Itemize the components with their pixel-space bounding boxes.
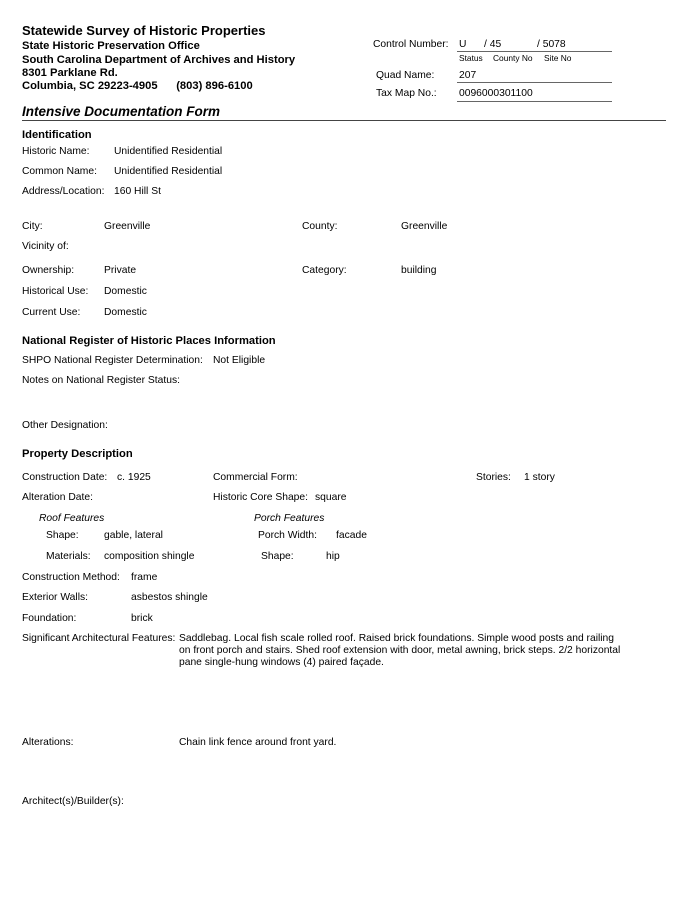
city-value: Greenville [104,221,151,232]
porch-shape-label: Shape: [261,551,294,562]
stories-label: Stories: [476,472,511,483]
other-designation-label: Other Designation: [22,420,108,431]
city-label: City: [22,221,43,232]
foundation-value: brick [131,613,153,624]
ownership-label: Ownership: [22,265,75,276]
stories-value: 1 story [524,472,555,483]
tax-map-label: Tax Map No.: [376,88,437,99]
porch-shape-value: hip [326,551,340,562]
construction-method-value: frame [131,572,158,583]
tax-map-rule [457,101,612,102]
form-title: Intensive Documentation Form [22,104,221,119]
current-use-label: Current Use: [22,307,81,318]
survey-title: Statewide Survey of Historic Properties [22,23,266,38]
historical-use-label: Historical Use: [22,286,89,297]
control-number-label: Control Number: [373,39,449,50]
alteration-date-label: Alteration Date: [22,492,93,503]
quad-name-label: Quad Name: [376,70,435,81]
quad-name-rule [457,82,612,83]
common-name-value: Unidentified Residential [114,166,223,177]
significant-features-line-1: Saddlebag. Local fish scale rolled roof. Raised brick foundations. Simple wood posts and railing [179,633,615,644]
core-shape-value: square [315,492,347,503]
form-title-rule [22,120,666,121]
control-site: / 5078 [537,39,566,50]
office-line-1: State Historic Preservation Office [22,40,200,52]
roof-materials-label: Materials: [46,551,91,562]
commercial-form-label: Commercial Form: [213,472,298,483]
quad-name-value: 207 [459,70,477,81]
porch-width-value: facade [336,530,367,541]
porch-width-label: Porch Width: [258,530,317,541]
national-register-heading: National Register of Historic Places Information [22,335,276,347]
construction-method-label: Construction Method: [22,572,120,583]
significant-features-line-2: on front porch and stairs. Shed roof extension with door, metal awning, brick steps. 2/2 horizontal [179,645,621,656]
roof-features-heading: Roof Features [39,513,105,524]
current-use-value: Domestic [104,307,147,318]
category-label: Category: [302,265,347,276]
porch-features-heading: Porch Features [254,513,325,524]
common-name-label: Common Name: [22,166,97,177]
nr-determination-value: Not Eligible [213,355,266,366]
alterations-label: Alterations: [22,737,74,748]
exterior-walls-value: asbestos shingle [131,592,208,603]
alterations-value: Chain link fence around front yard. [179,737,337,748]
nr-determination-label: SHPO National Register Determination: [22,355,203,366]
roof-shape-label: Shape: [46,530,79,541]
county-label: County: [302,221,338,232]
ownership-value: Private [104,265,137,276]
foundation-label: Foundation: [22,613,77,624]
control-county: / 45 [484,39,502,50]
significant-features-label: Significant Architectural Features: [22,633,176,644]
historical-use-value: Domestic [104,286,147,297]
office-line-2: South Carolina Department of Archives and History [22,54,296,66]
construction-date-label: Construction Date: [22,472,108,483]
address-value: 160 Hill St [114,186,161,197]
office-line-4: Columbia, SC 29223-4905 (803) 896-6100 [22,80,253,92]
construction-date-value: c. 1925 [117,472,151,483]
identification-heading: Identification [22,129,92,141]
vicinity-label: Vicinity of: [22,241,69,252]
county-no-caption: County No [493,53,533,63]
historic-name-label: Historic Name: [22,146,90,157]
architect-builder-label: Architect(s)/Builder(s): [22,796,124,807]
status-caption: Status [459,53,483,63]
significant-features-line-3: pane single-hung windows (4) paired façade. [179,657,384,668]
county-value: Greenville [401,221,448,232]
control-number-rule [457,51,612,52]
office-line-3: 8301 Parklane Rd. [22,67,118,79]
property-description-heading: Property Description [22,448,133,460]
historic-name-value: Unidentified Residential [114,146,223,157]
core-shape-label: Historic Core Shape: [213,492,308,503]
tax-map-value: 0096000301100 [459,88,533,99]
roof-materials-value: composition shingle [104,551,195,562]
site-no-caption: Site No [544,53,572,63]
control-status: U [459,39,467,50]
nr-notes-label: Notes on National Register Status: [22,375,180,386]
exterior-walls-label: Exterior Walls: [22,592,88,603]
address-label: Address/Location: [22,186,105,197]
roof-shape-value: gable, lateral [104,530,163,541]
category-value: building [401,265,437,276]
